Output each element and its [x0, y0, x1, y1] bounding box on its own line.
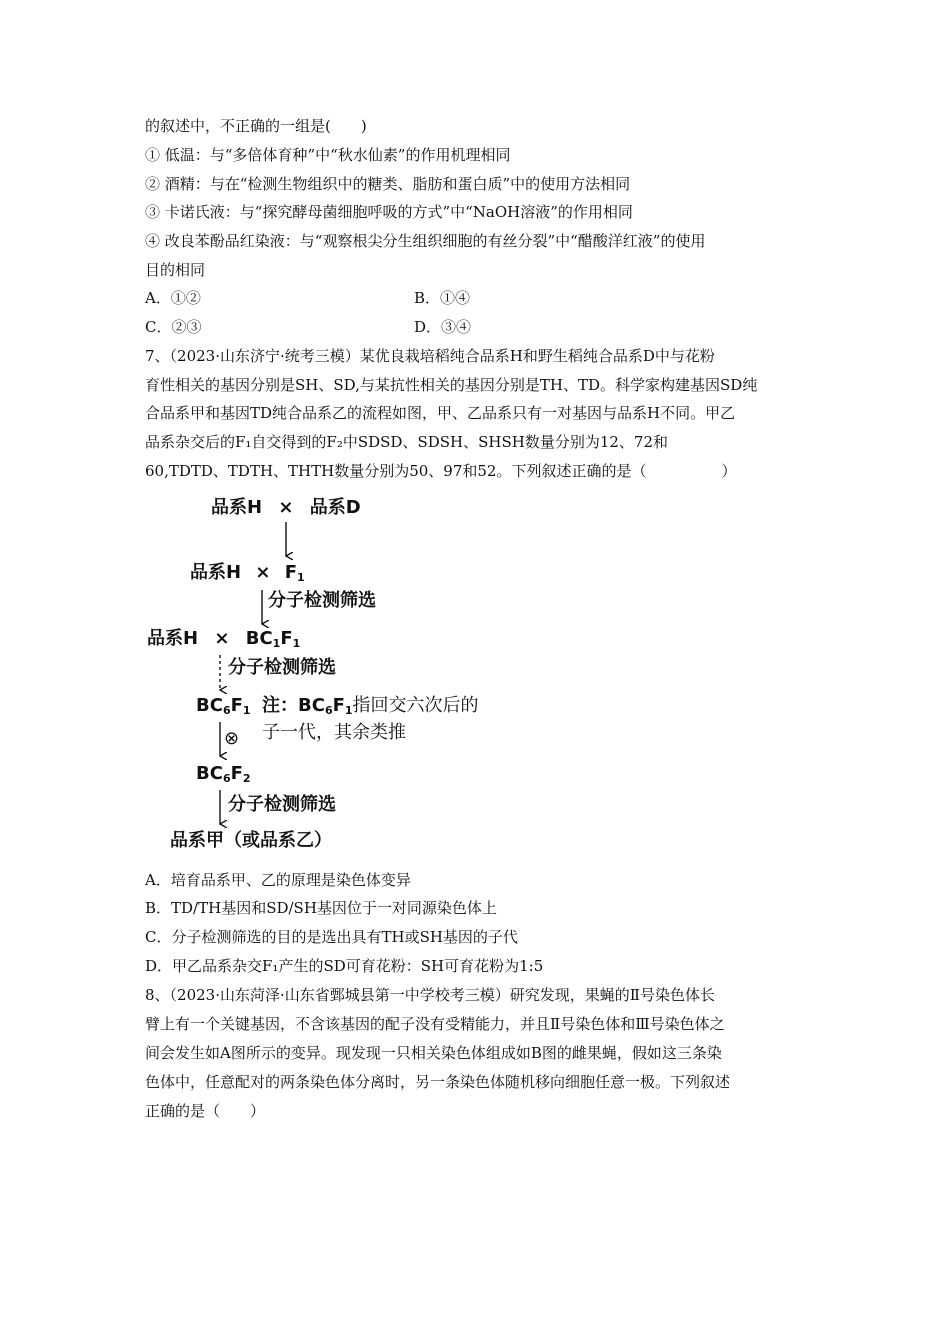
q6-item-1: ① 低温：与“多倍体育种”中“秋水仙素”的作用机理相同 [145, 146, 511, 164]
note-rest: 指回交六次后的 [352, 695, 479, 716]
diagram-row-4 [196, 695, 251, 722]
q8-stem-line-4: 色体中，任意配对的两条染色体分离时，另一条染色体随机移向细胞任意一极。下列叙述 [145, 1073, 731, 1091]
q6-item-4: ④ 改良苯酚品红染液：与“观察根尖分生组织细胞的有丝分裂”中“醋酸洋红液”的使用 [145, 232, 706, 250]
note-subscript-1: 6 [324, 704, 333, 717]
q6-item-4-cont: 目的相同 [145, 261, 206, 279]
bc-label: BC [196, 763, 223, 784]
diagram-result: 品系甲（或品系乙） [170, 830, 332, 851]
diagram-row-3 [147, 628, 300, 655]
f-subscript: 2 [242, 772, 251, 785]
parent-h: 品系H [190, 562, 242, 583]
q7-stem-line-1: 7、（2023·山东济宁·统考三模）某优良栽培稻纯合品系H和野生稻纯合品系D中与花粉 [145, 347, 715, 365]
diagram-row-5 [196, 763, 251, 790]
f-label: F [280, 628, 293, 649]
diagram-row-1 [211, 497, 361, 519]
q8-stem-line-1: 8、（2023·山东菏泽·山东省鄄城县第一中学校考三模）研究发现，果蝇的Ⅱ号染色体长 [145, 986, 715, 1004]
q6-stem: 的叙述中，不正确的一组是( ) [145, 117, 367, 135]
parent-d: 品系D [309, 497, 361, 518]
q6-option-a: A．①② [145, 289, 201, 307]
f-subscript: 1 [292, 637, 301, 650]
bc-subscript: 6 [222, 704, 231, 717]
q6-option-c: C．②③ [145, 318, 202, 336]
diagram-note-line-2: 子一代，其余类推 [262, 722, 406, 743]
q6-item-3: ③ 卡诺氏液：与“探究酵母菌细胞呼吸的方式”中“NaOH溶液”的作用相同 [145, 203, 633, 221]
bc-subscript: 1 [272, 637, 281, 650]
note-prefix: 注：BC [262, 695, 325, 716]
q7-option-b: B．TD/TH基因和SD/SH基因位于一对同源染色体上 [145, 899, 497, 917]
q8-stem-line-2: 臂上有一个关键基因，不含该基因的配子没有受精能力，并且Ⅱ号染色体和Ⅲ号染色体之 [145, 1015, 725, 1033]
f1-subscript: 1 [297, 571, 305, 584]
selfing-symbol: ⊗ [224, 728, 240, 749]
q6-item-2: ② 酒精：与在“检测生物组织中的糖类、脂肪和蛋白质”中的使用方法相同 [145, 175, 631, 193]
diagram-row-2 [190, 562, 305, 589]
cross-symbol: × [255, 562, 271, 583]
q8-stem-line-5: 正确的是（ ） [145, 1102, 266, 1120]
q7-stem-line-3: 合品系甲和基因TD纯合品系乙的流程如图，甲、乙品系只有一对基因与品系H不同。甲乙 [145, 404, 736, 422]
cross-symbol: × [278, 497, 294, 518]
q7-option-a: A．培育品系甲、乙的原理是染色体变异 [145, 871, 411, 889]
cross-symbol: × [214, 628, 230, 649]
f1-label: F [284, 562, 298, 583]
bc-subscript: 6 [222, 772, 231, 785]
diagram-note [262, 695, 479, 722]
note-f: F [332, 695, 345, 716]
screening-label-1: 分子检测筛选 [268, 590, 376, 611]
f-subscript: 1 [242, 704, 251, 717]
q7-stem-line-5: 60,TDTD、TDTH、THTH数量分别为50、97和52。下列叙述正确的是（ ） [145, 462, 737, 480]
note-subscript-2: 1 [344, 704, 353, 717]
q7-stem-line-2: 育性相关的基因分别是SH、SD,与某抗性相关的基因分别是TH、TD。科学家构建基因SD纯 [145, 376, 758, 394]
bc-label: BC [245, 628, 273, 649]
parent-h: 品系H [211, 497, 263, 518]
f-label: F [230, 763, 243, 784]
screening-label-3: 分子检测筛选 [228, 794, 336, 815]
parent-h: 品系H [147, 628, 199, 649]
f-label: F [230, 695, 243, 716]
q7-option-c: C．分子检测筛选的目的是选出具有TH或SH基因的子代 [145, 928, 518, 946]
q6-option-d: D．③④ [414, 318, 472, 336]
q7-stem-line-4: 品系杂交后的F₁自交得到的F₂中SDSD、SDSH、SHSH数量分别为12、72和 [145, 433, 668, 451]
screening-label-2: 分子检测筛选 [228, 657, 336, 678]
q7-option-d: D．甲乙品系杂交F₁产生的SD可育花粉：SH可育花粉为1:5 [145, 957, 544, 975]
bc-label: BC [196, 695, 223, 716]
q6-option-b: B．①④ [414, 289, 471, 307]
q8-stem-line-3: 间会发生如A图所示的变异。现发现一只相关染色体组成如B图的雌果蝇，假如这三条染 [145, 1044, 722, 1062]
